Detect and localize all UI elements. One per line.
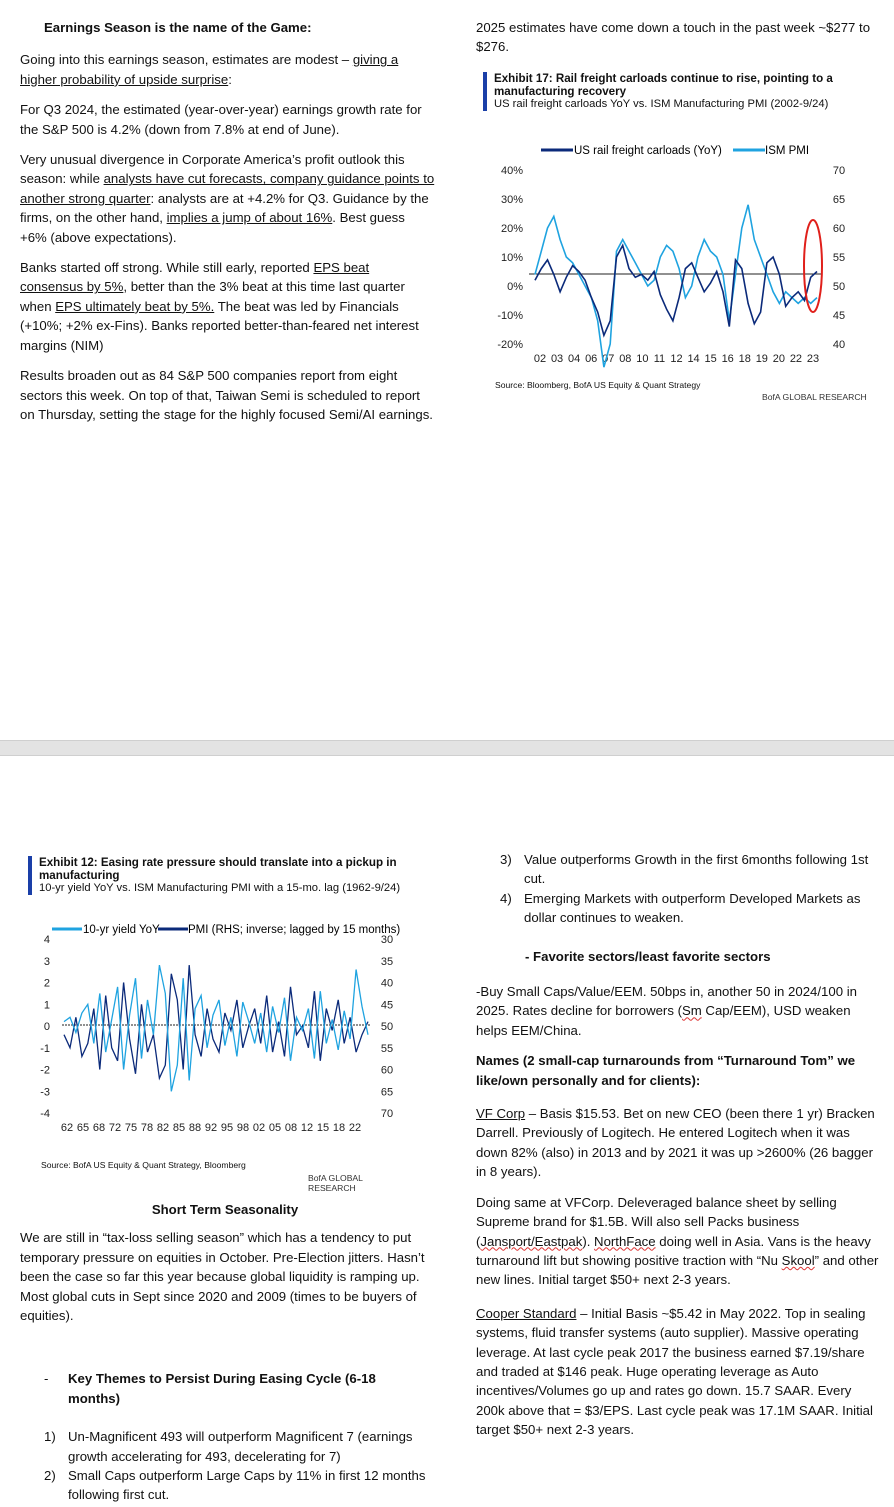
exhibit-12-brand: BofA GLOBAL RESEARCH xyxy=(308,1173,363,1193)
y-right-tick-label: 55 xyxy=(380,1042,394,1055)
y-left-tick-label: 1 xyxy=(43,999,50,1012)
exhibit-12-source: Source: BofA US Equity & Quant Strategy, Bloomberg xyxy=(41,1160,246,1170)
exhibit-12-right-axis xyxy=(381,934,393,1120)
x-tick-label: 11 xyxy=(653,353,666,365)
x-tick-label: 98 xyxy=(236,1122,250,1134)
x-tick-label: 95 xyxy=(220,1122,234,1134)
y-right-tick-label: 50 xyxy=(832,281,846,293)
y-right-tick-label: 45 xyxy=(380,999,394,1012)
x-tick-label: 88 xyxy=(188,1122,202,1134)
y-right-tick-label: 30 xyxy=(380,934,394,946)
x-tick-label: 82 xyxy=(156,1122,170,1134)
exhibit-12-x-axis xyxy=(61,1122,361,1134)
y-right-tick-label: 60 xyxy=(380,1064,394,1077)
theme-item-number: 4) xyxy=(500,890,512,906)
legend-pmi-label: PMI (RHS; inverse; lagged by 15 months) xyxy=(188,924,401,936)
exhibit-17-series-ism-pmi xyxy=(535,205,820,367)
exhibit-12-title-block xyxy=(28,856,408,895)
left-column-page2 xyxy=(20,1200,430,1505)
exhibit-12-left-axis xyxy=(40,934,50,1120)
x-tick-label: 19 xyxy=(755,353,768,365)
x-tick-label: 22 xyxy=(348,1122,362,1134)
exhibit-17-title: Exhibit 17: Rail freight carloads continue to rise, pointing to a manufacturing recovery xyxy=(494,72,833,98)
x-tick-label: 07 xyxy=(602,353,615,365)
link-cooper-standard[interactable]: Cooper Standard xyxy=(476,1305,577,1321)
theme-item xyxy=(20,1427,430,1466)
y-right-tick-label: 60 xyxy=(832,223,846,235)
paragraph-banks: Banks started off strong. While still early, reported EPS beat consensus by 5%, better than the 3% beat at this time last quarter when EPS ultimately beat by 5%. The beat was led by Financials (+10%; +2% ex-Fins). Banks reported better-than-feared net interest margins (NIM) xyxy=(20,260,419,353)
exhibit-17-source: Source: Bloomberg, BofA US Equity & Quant Strategy xyxy=(495,380,701,390)
x-tick-label: 23 xyxy=(806,353,820,365)
x-tick-label: 12 xyxy=(300,1122,314,1134)
y-right-tick-label: 50 xyxy=(380,1021,394,1033)
exhibit-17-legend xyxy=(541,145,809,157)
cooper-standard-paragraph: Cooper Standard – Initial Basis ~$5.42 in May 2022. Top in sealing systems, fluid transfer systems (auto supplier). Massive operating leverage. At last cycle peak 2017 the business earned $7.19/share and traded at $146 peak. Huge operating leverage as Auto incentives/Volumes go up and rates go down. 15.7 SAAR. Every 200k above that = $3/EPS. Last cycle peak was 17.1M SAAR. Initial target $50+ next 2-3 years. xyxy=(476,1305,873,1438)
exhibit-17-highlight-ellipse xyxy=(804,220,822,312)
theme-item-text: Un-Magnificent 493 will outperform Magnificent 7 (earnings growth accelerating for 493, decelerating for 7) xyxy=(68,1429,413,1464)
x-tick-label: 75 xyxy=(124,1122,138,1134)
x-tick-label: 20 xyxy=(772,353,785,365)
y-right-tick-label: 65 xyxy=(832,194,846,206)
x-tick-label: 65 xyxy=(76,1122,90,1134)
key-themes-heading: - Key Themes to Persist During Easing Cycle (6-18 months) xyxy=(44,1371,376,1406)
x-tick-label: 62 xyxy=(60,1122,74,1134)
exhibit-12-legend xyxy=(52,924,400,936)
exhibit-17-title-block xyxy=(483,72,873,111)
theme-item xyxy=(20,1466,430,1505)
theme-item-text: Emerging Markets with outperform Developed Markets as dollar continues to weaken. xyxy=(524,890,861,926)
y-right-tick-label: 65 xyxy=(380,1086,394,1099)
x-tick-label: 16 xyxy=(721,353,734,365)
buy-paragraph: -Buy Small Caps/Value/EEM. 50bps in, another 50 in 2024/100 in 2025. Rates decline for borrowers (Sm Cap/EEM), USD weaken helps EEM/China. xyxy=(476,984,857,1038)
exhibit-12-chart xyxy=(28,914,408,1154)
y-left-tick-label: -20% xyxy=(497,339,523,351)
names-heading: Names (2 small-cap turnarounds from “Turnaround Tom” we like/own personally and for clients): xyxy=(476,1053,856,1088)
x-tick-label: 02 xyxy=(252,1122,266,1134)
seasonality-heading: Short Term Seasonality xyxy=(151,1202,299,1217)
y-right-tick-label: 40 xyxy=(832,339,846,351)
document-page-2 xyxy=(0,756,894,1507)
x-tick-label: 12 xyxy=(670,353,683,365)
theme-item xyxy=(476,889,881,928)
x-tick-label: 02 xyxy=(533,353,547,365)
favorite-sectors-heading: - Favorite sectors/least favorite sectors xyxy=(525,948,771,964)
y-left-tick-label: 3 xyxy=(43,955,50,968)
exhibit-17 xyxy=(483,72,873,402)
x-tick-label: 15 xyxy=(704,353,717,365)
link-eps-ultimately-beat[interactable]: EPS ultimately beat by 5%. xyxy=(55,298,215,314)
theme-item-text: Small Caps outperform Large Caps by 11% in first 12 months following first cut. xyxy=(68,1468,426,1503)
x-tick-label: 08 xyxy=(619,353,632,365)
link-analysts-cut-forecasts[interactable]: analysts have cut forecasts, company guidance points to another strong quarter xyxy=(20,171,435,206)
y-left-tick-label: 40% xyxy=(500,165,523,177)
paragraph-results-broaden: Results broaden out as 84 S&P 500 companies report from eight sectors this week. On top of that, Taiwan Semi is scheduled to report on Thursday, setting the stage for the highly focused Semi/AI earnings. xyxy=(20,368,433,422)
exhibit-12-series-pmi xyxy=(64,965,368,1078)
y-left-tick-label: 4 xyxy=(43,934,50,946)
themes-list-right xyxy=(476,850,881,928)
y-left-tick-label: -1 xyxy=(40,1042,50,1055)
y-left-tick-label: 20% xyxy=(500,223,523,235)
x-tick-label: 78 xyxy=(140,1122,154,1134)
y-left-tick-label: 30% xyxy=(500,194,523,206)
y-left-tick-label: -4 xyxy=(40,1108,50,1120)
x-tick-label: 22 xyxy=(789,353,803,365)
y-right-tick-label: 45 xyxy=(832,310,846,322)
x-tick-label: 92 xyxy=(204,1122,218,1134)
paragraph-estimates: Going into this earnings season, estimates are modest – giving a higher probability of upside surprise: xyxy=(20,52,399,87)
exhibit-12-subtitle: 10-yr yield YoY vs. ISM Manufacturing PMI with a 15-mo. lag (1962-9/24) xyxy=(39,882,401,894)
x-tick-label: 08 xyxy=(284,1122,298,1134)
page-separator xyxy=(0,740,894,756)
exhibit-17-chart xyxy=(483,124,873,389)
exhibit-12-title: Exhibit 12: Easing rate pressure should translate into a pickup in manufacturing xyxy=(39,856,397,882)
x-tick-label: 04 xyxy=(568,353,581,365)
x-tick-label: 06 xyxy=(585,353,598,365)
y-left-tick-label: 2 xyxy=(43,977,50,990)
exhibit-17-right-axis xyxy=(833,165,845,351)
y-right-tick-label: 40 xyxy=(380,977,394,990)
y-right-tick-label: 70 xyxy=(380,1108,394,1120)
earnings-heading: Earnings Season is the name of the Game: xyxy=(44,20,312,35)
paragraph-q3-growth: For Q3 2024, the estimated (year-over-year) earnings growth rate for the S&P 500 is 4.2% (down from 7.8% at end of June). xyxy=(20,102,422,137)
x-tick-label: 18 xyxy=(332,1122,346,1134)
x-tick-label: 68 xyxy=(92,1122,106,1134)
x-tick-label: 14 xyxy=(687,353,700,365)
x-tick-label: 05 xyxy=(268,1122,282,1134)
theme-item-text: Value outperforms Growth in the first 6months following 1st cut. xyxy=(524,852,869,887)
theme-item-number: 1) xyxy=(44,1429,56,1445)
exhibit-17-brand: BofA GLOBAL RESEARCH xyxy=(762,392,867,402)
exhibit-17-left-axis xyxy=(497,165,523,351)
x-tick-label: 03 xyxy=(550,353,564,365)
y-left-tick-label: -2 xyxy=(40,1064,50,1077)
document-page-1 xyxy=(0,0,894,740)
link-upside-surprise[interactable]: giving a higher probability of upside surprise xyxy=(20,52,399,87)
y-left-tick-label: 0 xyxy=(43,1021,50,1033)
link-jump-16[interactable]: implies a jump of about 16% xyxy=(166,210,333,226)
right-column-intro xyxy=(476,18,881,68)
seasonality-paragraph: We are still in “tax-loss selling season” which has a tendency to put temporary pressure on equities in October. Pre-Election jitters. Hasn’t been the case so far this year because global liquidity is ramping up. Most global cuts in Sept since 2020 and 2009 (times to be buyers of equities). xyxy=(20,1230,425,1324)
y-right-tick-label: 55 xyxy=(832,252,846,264)
exhibit-17-x-axis xyxy=(534,353,819,365)
y-left-tick-label: 0% xyxy=(507,281,523,293)
exhibit-12 xyxy=(28,856,408,1193)
right-column-page2 xyxy=(476,850,881,1451)
link-vf-corp[interactable]: VF Corp xyxy=(476,1106,526,1122)
left-column xyxy=(20,18,435,435)
legend-yield-label: 10-yr yield YoY xyxy=(83,924,160,936)
x-tick-label: 15 xyxy=(316,1122,330,1134)
paragraph-2025-estimates: 2025 estimates have come down a touch in the past week ~$277 to $276. xyxy=(476,20,871,55)
vf-corp-paragraph: VF Corp – Basis $15.53. Bet on new CEO (been there 1 yr) Bracken Darrell. Previously of Logitech. He entered Logitech when it was down 82% (also) in 2013 and by 2021 it was up >2600% (26 bagger in 8 years). xyxy=(476,1106,875,1180)
exhibit-17-subtitle: US rail freight carloads YoY vs. ISM Manufacturing PMI (2002-9/24) xyxy=(494,98,829,110)
legend-rail-label: US rail freight carloads (YoY) xyxy=(574,145,722,157)
y-left-tick-label: -3 xyxy=(40,1086,50,1099)
exhibit-12-series-10yr-yield xyxy=(64,965,368,1091)
theme-item-number: 3) xyxy=(500,852,512,867)
y-right-tick-label: 70 xyxy=(832,165,846,177)
theme-item-number: 2) xyxy=(44,1468,56,1484)
y-right-tick-label: 35 xyxy=(380,955,394,968)
x-tick-label: 72 xyxy=(108,1122,122,1134)
x-tick-label: 10 xyxy=(636,353,649,365)
x-tick-label: 18 xyxy=(738,353,751,365)
x-tick-label: 85 xyxy=(172,1122,186,1134)
legend-pmi-label: ISM PMI xyxy=(765,145,810,157)
themes-list-left xyxy=(20,1427,430,1505)
link-eps-beat-consensus[interactable]: EPS beat consensus by 5% xyxy=(20,260,370,295)
y-left-tick-label: 10% xyxy=(500,252,523,264)
y-left-tick-label: -10% xyxy=(497,310,523,322)
theme-item xyxy=(476,850,881,889)
vf-corp-paragraph-2: Doing same at VFCorp. Deleveraged balance sheet by selling Supreme brand for $1.5B. Will also sell Packs business (Jansport/Eastpak). NorthFace doing well in Asia. Vans is the heavy turnaround lift but showing positive traction with “Nu Skool” and other new lines. Initial target $50+ next 2-3 years. xyxy=(476,1194,879,1288)
paragraph-divergence: Very unusual divergence in Corporate America’s profit outlook this season: while analysts have cut forecasts, company guidance points to another strong quarter: analysts are at +4.2% for Q3. Guidance by the firms, on the other hand, implies a jump of about 16%. Best guess +6% (above expectations). xyxy=(20,152,435,245)
